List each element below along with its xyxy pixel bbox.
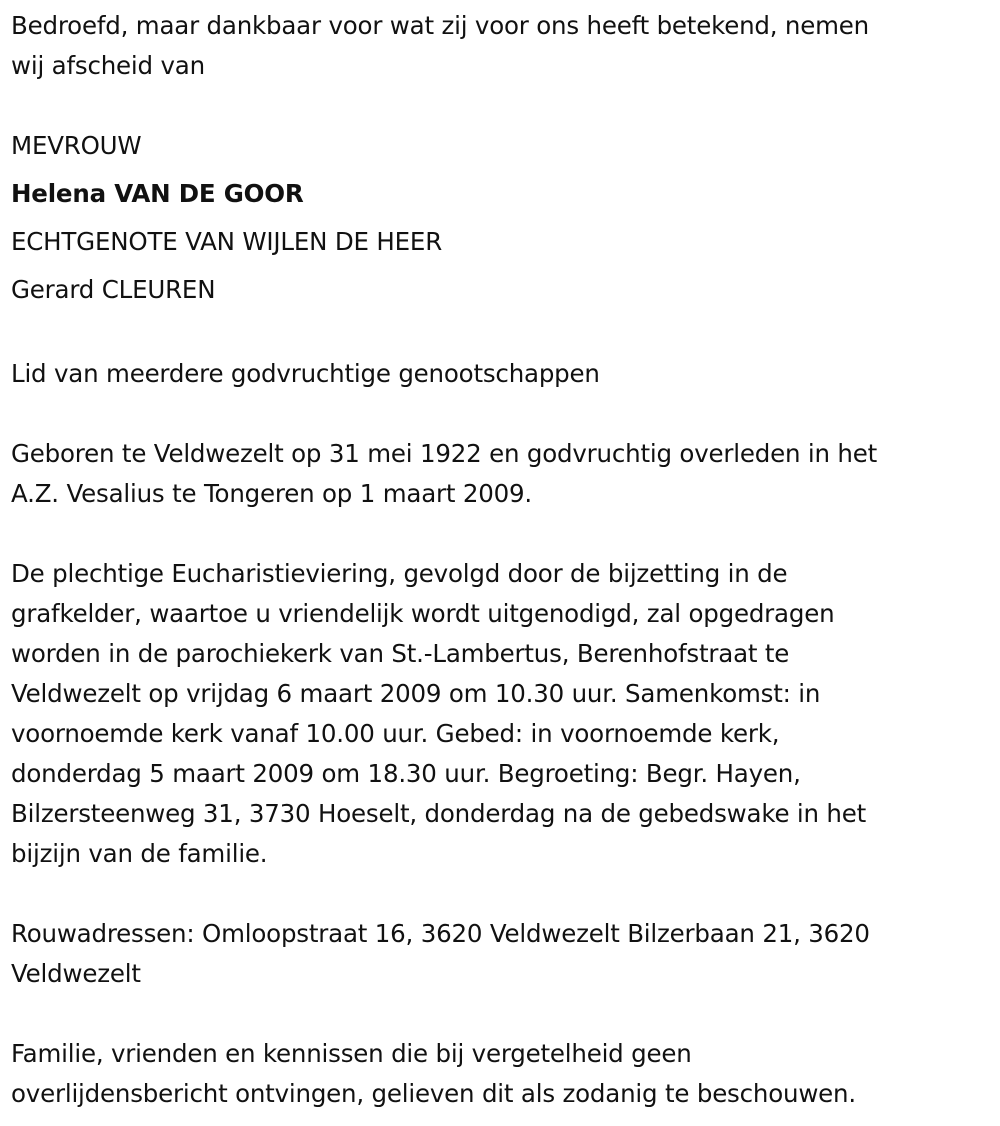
intro-line: Bedroefd, maar dankbaar voor wat zij voor ons heeft betekend, nemen bbox=[11, 11, 869, 40]
ceremony-paragraph bbox=[11, 554, 986, 874]
ceremony-line: Bilzersteenweg 31, 3730 Hoeselt, donderdag na de gebedswake in het bbox=[11, 799, 867, 828]
birth-death-line: Geboren te Veldwezelt op 31 mei 1922 en godvruchtig overleden in het bbox=[11, 439, 878, 468]
ceremony-line: Veldwezelt op vrijdag 6 maart 2009 om 10.30 uur. Samenkomst: in bbox=[11, 679, 821, 708]
ceremony-line: voornoemde kerk vanaf 10.00 uur. Gebed: in voornoemde kerk, bbox=[11, 719, 780, 748]
closing-paragraph bbox=[11, 1034, 986, 1114]
birth-death-line: A.Z. Vesalius te Tongeren op 1 maart 2009. bbox=[11, 479, 533, 508]
ceremony-line: donderdag 5 maart 2009 om 18.30 uur. Begroeting: Begr. Hayen, bbox=[11, 759, 801, 788]
spouse-name: Gerard CLEUREN bbox=[11, 275, 216, 304]
address-line: Veldwezelt bbox=[11, 959, 141, 988]
ceremony-line: De plechtige Eucharistieviering, gevolgd door de bijzetting in de bbox=[11, 559, 788, 588]
intro-paragraph bbox=[11, 6, 986, 86]
closing-line: overlijdensbericht ontvingen, gelieven dit als zodanig te beschouwen. bbox=[11, 1079, 856, 1108]
deceased-name-block bbox=[11, 126, 986, 314]
honorific-title: MEVROUW bbox=[11, 131, 142, 160]
addresses-paragraph bbox=[11, 914, 986, 994]
intro-line: wij afscheid van bbox=[11, 51, 205, 80]
deceased-name: Helena VAN DE GOOR bbox=[11, 179, 304, 208]
address-line: Rouwadressen: Omloopstraat 16, 3620 Veldwezelt Bilzerbaan 21, 3620 bbox=[11, 919, 870, 948]
ceremony-line: bijzijn van de familie. bbox=[11, 839, 268, 868]
membership-paragraph bbox=[11, 354, 986, 394]
closing-line: Familie, vrienden en kennissen die bij vergetelheid geen bbox=[11, 1039, 692, 1068]
ceremony-line: grafkelder, waartoe u vriendelijk wordt uitgenodigd, zal opgedragen bbox=[11, 599, 835, 628]
relation-line: ECHTGENOTE VAN WIJLEN DE HEER bbox=[11, 227, 443, 256]
ceremony-line: worden in de parochiekerk van St.-Lambertus, Berenhofstraat te bbox=[11, 639, 790, 668]
birth-death-paragraph bbox=[11, 434, 986, 514]
membership-line: Lid van meerdere godvruchtige genootschappen bbox=[11, 359, 600, 388]
